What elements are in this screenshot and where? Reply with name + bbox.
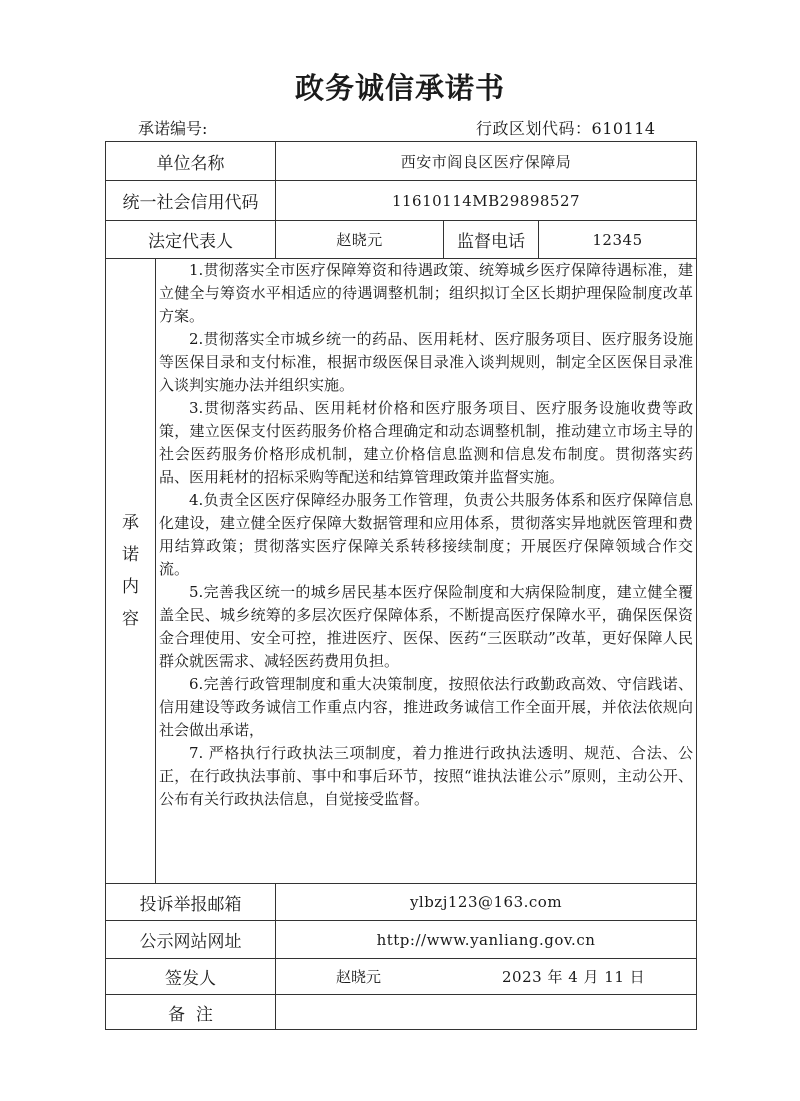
- unit-name-value: 西安市阎良区医疗保障局: [276, 142, 697, 181]
- commitment-paragraph: 5.完善我区统一的城乡居民基本医疗保险制度和大病保险制度，建立健全覆盖全民、城乡统筹的多层次医疗保障体系，不断提高医疗保障水平，确保医保资金合理使用、安全可控，推进医疗、医保、医药“三医联动”改革，更好保障人民群众就医需求、减轻医药费用负担。: [159, 583, 693, 670]
- signer-label: 签发人: [106, 959, 276, 995]
- website-row: [106, 921, 697, 959]
- phone-label: 监督电话: [444, 221, 539, 259]
- sign-date: 2023 年 4 月 11 日: [502, 968, 646, 986]
- email-label: 投诉举报邮箱: [106, 884, 276, 921]
- remarks-value: [276, 995, 697, 1030]
- commitment-paragraph: 1.贯彻落实全市医疗保障筹资和待遇政策、统筹城乡医疗保障待遇标准，建立健全与筹资水平相适应的待遇调整机制；组织拟订全区长期护理保险制度改革方案。: [159, 261, 693, 325]
- region-code-label: 行政区划代码：: [476, 119, 592, 138]
- commitment-label: [106, 259, 156, 884]
- signer-cell: [276, 959, 697, 995]
- region-code: [476, 116, 656, 139]
- phone-value: 12345: [539, 221, 697, 259]
- website-value: http://www.yanliang.gov.cn: [276, 921, 697, 959]
- remarks-row: [106, 995, 697, 1030]
- commitment-paragraph: 2.贯彻落实全市城乡统一的药品、医用耗材、医疗服务项目、医疗服务设施等医保目录和支付标准，根据市级医保目录准入谈判规则，制定全区医保目录准入谈判实施办法并组织实施。: [159, 330, 693, 394]
- region-code-value: 610114: [591, 119, 656, 138]
- unit-row: [106, 142, 697, 181]
- document-title: 政务诚信承诺书: [294, 71, 505, 105]
- credit-code-value: 11610114MB29898527: [276, 181, 697, 221]
- commitment-label-char: 容: [122, 609, 139, 629]
- email-row: [106, 884, 697, 921]
- credit-code-row: [106, 181, 697, 221]
- commitment-number-label: 承诺编号:: [138, 119, 208, 138]
- commitment-paragraph: 3.贯彻落实药品、医用耗材价格和医疗服务项目、医疗服务设施收费等政策，建立医保支付医药服务价格合理确定和动态调整机制，推动建立市场主导的社会医药服务价格形成机制，建立价格信息监测和信息发布制度。贯彻落实药品、医用耗材的招标采购等配送和结算管理政策并监督实施。: [159, 399, 693, 486]
- legal-rep-label: 法定代表人: [106, 221, 276, 259]
- website-label: 公示网站网址: [106, 921, 276, 959]
- legal-rep-value: 赵晓元: [276, 221, 444, 259]
- commitment-table: [105, 141, 697, 1030]
- commitment-label-char: 诺: [122, 545, 139, 565]
- commitment-paragraph: 6.完善行政管理制度和重大决策制度，按照依法行政勤政高效、守信践诺、信用建设等政务诚信工作重点内容，推进政务诚信工作全面开展，并依法依规向社会做出承诺，: [159, 675, 693, 739]
- unit-name-label: 单位名称: [106, 142, 276, 181]
- commitment-paragraph: 4.负责全区医疗保障经办服务工作管理，负责公共服务体系和医疗保障信息化建设，建立健全医疗保障大数据管理和应用体系，贯彻落实异地就医管理和费用结算政策；贯彻落实医疗保障关系转移接续制度；开展医疗保障领域合作交流。: [159, 491, 693, 578]
- credit-code-label: 统一社会信用代码: [106, 181, 276, 221]
- legal-rep-row: [106, 221, 697, 259]
- email-value: ylbzj123@163.com: [276, 884, 697, 921]
- commitment-label-char: 内: [122, 577, 139, 597]
- remarks-label: 备 注: [106, 995, 276, 1030]
- signer-name: 赵晓元: [336, 968, 382, 986]
- signer-row: [106, 959, 697, 995]
- commitment-paragraph: 7. 严格执行行政执法三项制度，着力推进行政执法透明、规范、合法、公正，在行政执法事前、事中和事后环节，按照“谁执法谁公示”原则，主动公开、公布有关行政执法信息，自觉接受监督。: [159, 744, 693, 808]
- commitment-row: [106, 259, 697, 884]
- commitment-content: [156, 259, 697, 884]
- commitment-label-char: 承: [122, 513, 139, 533]
